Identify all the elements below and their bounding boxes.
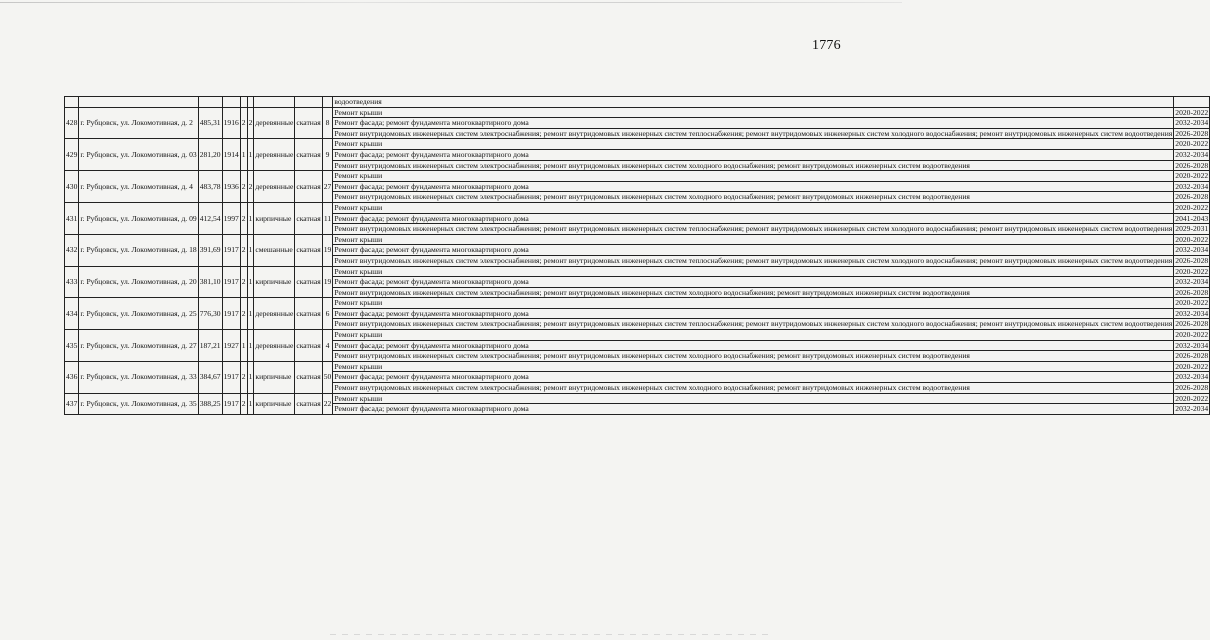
cell-empty: [222, 97, 240, 108]
apartment-count: 19: [322, 266, 333, 298]
house-address: г. Рубцовск, ул. Локомотивная, д. 4: [79, 171, 198, 203]
house-address: г. Рубцовск, ул. Локомотивная, д. 27: [79, 330, 198, 362]
wall-material: кирпичные: [254, 393, 295, 414]
work-period: 2020-2022: [1175, 298, 1209, 308]
work-description: Ремонт фасада; ремонт фундамента многоквартирного дома: [333, 118, 1174, 129]
apartment-count: 27: [322, 171, 333, 203]
work-period: 2026-2028: [1175, 351, 1209, 361]
scan-artifact-top: [0, 2, 902, 3]
work-description: Ремонт фасада; ремонт фундамента многоквартирного дома: [333, 340, 1174, 351]
house-area: 485,31: [198, 107, 222, 139]
roof-type: скатная: [295, 361, 322, 393]
build-year: 1917: [222, 361, 240, 393]
work-description: Ремонт внутридомовых инженерных систем электроснабжения; ремонт внутридомовых инженерных систем холодного водоснабжения; ремонт внутридомовых инженерных систем водоотведения: [333, 160, 1174, 171]
cell-empty: [1174, 97, 1210, 108]
work-description: Ремонт крыши: [333, 393, 1174, 404]
work-period: 2041-2043: [1175, 213, 1209, 223]
work-description: Ремонт внутридомовых инженерных систем электроснабжения; ремонт внутридомовых инженерных систем холодного водоснабжения; ремонт внутридомовых инженерных систем водоотведения: [333, 287, 1174, 298]
wall-material: деревянные: [254, 298, 295, 330]
table-row: [65, 202, 1210, 213]
record-number: 428: [65, 107, 79, 139]
wall-material: смешанные: [254, 234, 295, 266]
work-description: Ремонт фасада; ремонт фундамента многоквартирного дома: [333, 245, 1174, 256]
floor-count: 2: [240, 202, 247, 234]
work-description: Ремонт фасада; ремонт фундамента многоквартирного дома: [333, 308, 1174, 319]
build-year: 1917: [222, 266, 240, 298]
roof-type: скатная: [295, 139, 322, 171]
wall-material: деревянные: [254, 139, 295, 171]
entrance-count: 1: [247, 330, 254, 362]
cell-empty: [65, 97, 79, 108]
record-number: 435: [65, 330, 79, 362]
work-period: 2020-2022: [1175, 107, 1209, 117]
work-description: Ремонт крыши: [333, 234, 1174, 245]
floor-count: 1: [240, 139, 247, 171]
entrance-count: 1: [247, 202, 254, 234]
floor-count: 2: [240, 298, 247, 330]
work-period: 2026-2028: [1175, 287, 1209, 297]
table-row: [65, 393, 1210, 404]
floor-count: 2: [240, 107, 247, 139]
work-period: 2026-2028: [1175, 160, 1209, 170]
floor-count: 2: [240, 234, 247, 266]
work-description: Ремонт крыши: [333, 266, 1174, 277]
work-period: 2026-2028: [1175, 383, 1209, 393]
roof-type: скатная: [295, 234, 322, 266]
roof-type: скатная: [295, 107, 322, 139]
wall-material: кирпичные: [254, 266, 295, 298]
entrance-count: 1: [247, 393, 254, 414]
floor-count: 1: [240, 330, 247, 362]
scan-artifact-bottom: [330, 634, 770, 635]
work-description: Ремонт внутридомовых инженерных систем электроснабжения; ремонт внутридомовых инженерных систем теплоснабжения; ремонт внутридомовых инженерных систем холодного водоснабжения; ремонт внутридомовых инженерных систем водоотведения: [334, 319, 1173, 329]
record-number: 431: [65, 202, 79, 234]
table-row: [65, 234, 1210, 245]
house-address: г. Рубцовск, ул. Локомотивная, д. 33: [79, 361, 198, 393]
work-description: Ремонт фасада; ремонт фундамента многоквартирного дома: [333, 181, 1174, 192]
apartment-count: 11: [322, 202, 333, 234]
cell-empty: [79, 97, 198, 108]
roof-type: скатная: [295, 330, 322, 362]
work-period: 2029-2031: [1175, 224, 1209, 234]
table-row: [65, 171, 1210, 182]
work-period: 2032-2034: [1175, 340, 1209, 350]
apartment-count: 9: [322, 139, 333, 171]
table-row: [65, 298, 1210, 309]
cell-empty: [254, 97, 295, 108]
wall-material: деревянные: [254, 171, 295, 203]
work-description: Ремонт крыши: [333, 107, 1174, 118]
work-description: Ремонт внутридомовых инженерных систем электроснабжения; ремонт внутридомовых инженерных систем теплоснабжения; ремонт внутридомовых инженерных систем холодного водоснабжения; ремонт внутридомовых инженерных систем водоотведения: [334, 128, 1173, 138]
work-description: Ремонт фасада; ремонт фундамента многоквартирного дома: [333, 372, 1174, 383]
table-body: [65, 97, 1210, 415]
work-period: 2020-2022: [1175, 202, 1209, 212]
apartment-count: 8: [322, 107, 333, 139]
work-description: Ремонт крыши: [333, 298, 1174, 309]
work-period: 2032-2034: [1175, 277, 1209, 287]
house-area: 483,78: [198, 171, 222, 203]
record-number: 436: [65, 361, 79, 393]
house-area: 281,20: [198, 139, 222, 171]
work-description: Ремонт крыши: [333, 202, 1174, 213]
work-description: Ремонт внутридомовых инженерных систем электроснабжения; ремонт внутридомовых инженерных систем холодного водоснабжения; ремонт внутридомовых инженерных систем водоотведения: [333, 192, 1174, 203]
house-address: г. Рубцовск, ул. Локомотивная, д. 09: [79, 202, 198, 234]
record-number: 434: [65, 298, 79, 330]
cell-empty: [322, 97, 333, 108]
floor-count: 2: [240, 266, 247, 298]
house-address: г. Рубцовск, ул. Локомотивная, д. 25: [79, 298, 198, 330]
house-area: 388,25: [198, 393, 222, 414]
build-year: 1917: [222, 298, 240, 330]
cell-empty: [295, 97, 322, 108]
build-year: 1914: [222, 139, 240, 171]
work-period: 2020-2022: [1175, 393, 1209, 403]
work-description: водоотведения: [333, 97, 1174, 108]
build-year: 1927: [222, 330, 240, 362]
build-year: 1916: [222, 107, 240, 139]
house-address: г. Рубцовск, ул. Локомотивная, д. 20: [79, 266, 198, 298]
roof-type: скатная: [295, 171, 322, 203]
work-description: Ремонт внутридомовых инженерных систем электроснабжения; ремонт внутридомовых инженерных систем теплоснабжения; ремонт внутридомовых инженерных систем холодного водоснабжения; ремонт внутридомовых инженерных систем водоотведения: [334, 224, 1173, 234]
table-row: [65, 107, 1210, 118]
entrance-count: 2: [247, 107, 254, 139]
build-year: 1997: [222, 202, 240, 234]
work-description: Ремонт внутридомовых инженерных систем электроснабжения; ремонт внутридомовых инженерных систем теплоснабжения; ремонт внутридомовых инженерных систем холодного водоснабжения; ремонт внутридомовых инженерных систем водоотведения: [334, 255, 1173, 265]
roof-type: скатная: [295, 266, 322, 298]
house-area: 384,67: [198, 361, 222, 393]
work-period: 2026-2028: [1175, 319, 1209, 329]
house-address: г. Рубцовск, ул. Локомотивная, д. 03: [79, 139, 198, 171]
apartment-count: 22: [322, 393, 333, 414]
wall-material: кирпичные: [254, 361, 295, 393]
work-description: Ремонт фасада; ремонт фундамента многоквартирного дома: [333, 149, 1174, 160]
floor-count: 2: [240, 393, 247, 414]
entrance-count: 1: [247, 361, 254, 393]
work-description: Ремонт крыши: [333, 139, 1174, 150]
work-description: Ремонт внутридомовых инженерных систем электроснабжения; ремонт внутридомовых инженерных систем холодного водоснабжения; ремонт внутридомовых инженерных систем водоотведения: [333, 351, 1174, 362]
apartment-count: 6: [322, 298, 333, 330]
work-period: 2026-2028: [1175, 128, 1209, 138]
housing-repair-table: [64, 96, 1210, 415]
work-period: 2032-2034: [1175, 181, 1209, 191]
work-period: 2020-2022: [1175, 330, 1209, 340]
work-period: 2020-2022: [1175, 139, 1209, 149]
house-area: 381,10: [198, 266, 222, 298]
entrance-count: 2: [247, 171, 254, 203]
record-number: 429: [65, 139, 79, 171]
table-row: [65, 139, 1210, 150]
record-number: 433: [65, 266, 79, 298]
work-description: Ремонт внутридомовых инженерных систем электроснабжения; ремонт внутридомовых инженерных систем холодного водоснабжения; ремонт внутридомовых инженерных систем водоотведения: [333, 383, 1174, 394]
work-period: 2026-2028: [1175, 192, 1209, 202]
work-period: 2020-2022: [1175, 171, 1209, 181]
house-area: 412,54: [198, 202, 222, 234]
work-period: 2032-2034: [1175, 372, 1209, 382]
work-period: 2032-2034: [1175, 118, 1209, 128]
entrance-count: 1: [247, 266, 254, 298]
record-number: 437: [65, 393, 79, 414]
work-period: 2020-2022: [1175, 266, 1209, 276]
record-number: 430: [65, 171, 79, 203]
entrance-count: 1: [247, 234, 254, 266]
entrance-count: 1: [247, 139, 254, 171]
house-area: 187,21: [198, 330, 222, 362]
build-year: 1936: [222, 171, 240, 203]
wall-material: деревянные: [254, 107, 295, 139]
work-period: 2026-2028: [1175, 255, 1209, 265]
entrance-count: 1: [247, 298, 254, 330]
build-year: 1917: [222, 393, 240, 414]
work-description: Ремонт фасада; ремонт фундамента многоквартирного дома: [333, 213, 1174, 224]
wall-material: деревянные: [254, 330, 295, 362]
house-area: 391,69: [198, 234, 222, 266]
house-address: г. Рубцовск, ул. Локомотивная, д. 18: [79, 234, 198, 266]
work-description: Ремонт крыши: [333, 171, 1174, 182]
table-row: [65, 330, 1210, 341]
work-description: Ремонт крыши: [333, 330, 1174, 341]
cell-empty: [247, 97, 254, 108]
work-description: Ремонт крыши: [333, 361, 1174, 372]
work-period: 2032-2034: [1175, 245, 1209, 255]
work-description: Ремонт фасада; ремонт фундамента многоквартирного дома: [333, 277, 1174, 288]
apartment-count: 4: [322, 330, 333, 362]
work-period: 2020-2022: [1175, 234, 1209, 244]
table-row: [65, 266, 1210, 277]
apartment-count: 19: [322, 234, 333, 266]
floor-count: 2: [240, 361, 247, 393]
table-row: [65, 361, 1210, 372]
cell-empty: [198, 97, 222, 108]
continuation-row: [65, 97, 1210, 108]
work-period: 2020-2022: [1175, 361, 1209, 371]
house-address: г. Рубцовск, ул. Локомотивная, д. 35: [79, 393, 198, 414]
work-period: 2032-2034: [1175, 149, 1209, 159]
work-period: 2032-2034: [1175, 308, 1209, 318]
work-period: 2032-2034: [1175, 404, 1209, 414]
build-year: 1917: [222, 234, 240, 266]
record-number: 432: [65, 234, 79, 266]
roof-type: скатная: [295, 202, 322, 234]
roof-type: скатная: [295, 298, 322, 330]
apartment-count: 50: [322, 361, 333, 393]
house-area: 776,30: [198, 298, 222, 330]
house-address: г. Рубцовск, ул. Локомотивная, д. 2: [79, 107, 198, 139]
cell-empty: [240, 97, 247, 108]
wall-material: кирпичные: [254, 202, 295, 234]
work-description: Ремонт фасада; ремонт фундамента многоквартирного дома: [333, 404, 1174, 415]
roof-type: скатная: [295, 393, 322, 414]
floor-count: 2: [240, 171, 247, 203]
page-number: 1776: [812, 38, 841, 53]
